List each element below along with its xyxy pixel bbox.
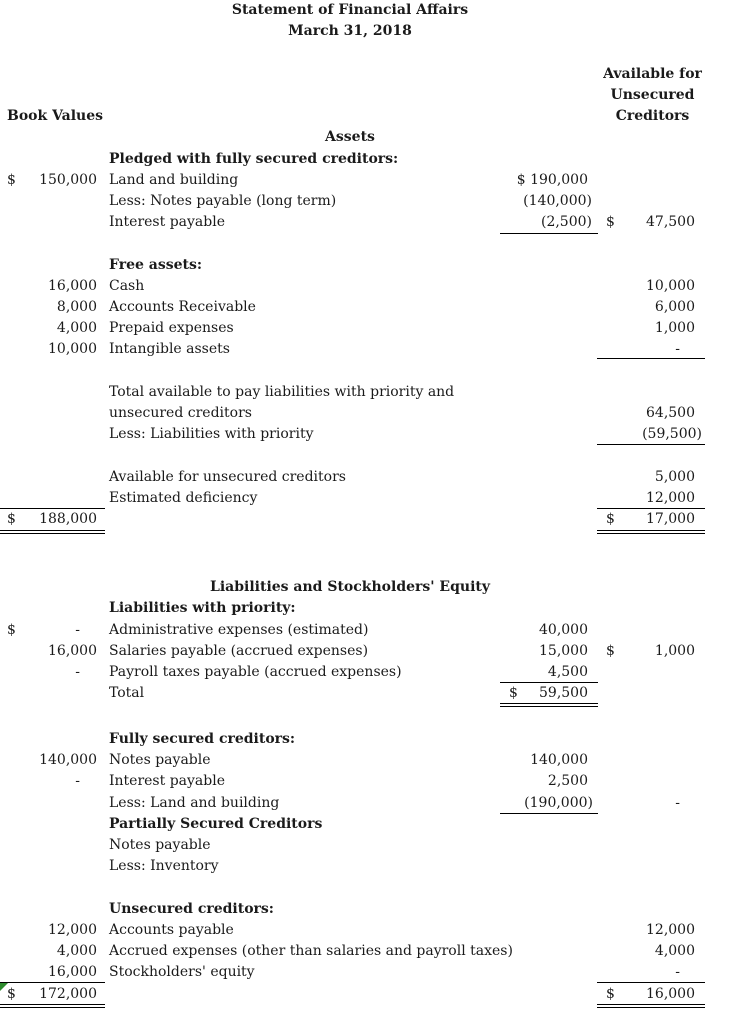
mid-value: 59,500	[539, 685, 588, 701]
bv-value: -	[75, 664, 80, 680]
total-avail-sign: $	[606, 986, 615, 1002]
bv-sign: $	[7, 622, 16, 638]
row-label: Less: Land and building	[109, 795, 280, 811]
statement-date: March 31, 2018	[288, 23, 412, 39]
mid-value: 40,000	[539, 622, 588, 638]
row-label: Stockholders' equity	[109, 964, 255, 980]
double-underline	[0, 530, 105, 531]
row-label: Intangible assets	[109, 341, 230, 357]
assets-heading: Assets	[325, 129, 375, 145]
double-underline	[500, 703, 598, 704]
col-available-line3: Creditors	[615, 108, 690, 124]
bv-value: 8,000	[56, 299, 97, 315]
bv-value: 4,000	[56, 943, 97, 959]
avail-value: 6,000	[654, 299, 695, 315]
row-label: Cash	[109, 278, 145, 294]
estimated-deficiency-value: 12,000	[646, 490, 695, 506]
avail-value: 10,000	[646, 278, 695, 294]
avail-value: 4,000	[654, 943, 695, 959]
total-book-value: 172,000	[39, 986, 97, 1002]
bv-value: -	[75, 773, 80, 789]
row-label: Notes payable	[109, 837, 211, 853]
row-label: Notes payable	[109, 752, 211, 768]
row-label: Payroll taxes payable (accrued expenses)	[109, 664, 402, 680]
avail-value: 47,500	[646, 214, 695, 230]
mid-value: 2,500	[547, 773, 588, 789]
col-available-line1: Available for	[603, 66, 702, 82]
avail-sign: $	[606, 214, 615, 230]
unsecured-heading: Unsecured creditors:	[109, 901, 274, 917]
priority-heading: Liabilities with priority:	[109, 600, 296, 616]
bv-value: 16,000	[48, 278, 97, 294]
avail-value: 1,000	[654, 320, 695, 336]
avail-value: -	[675, 795, 680, 811]
row-label: Interest payable	[109, 214, 225, 230]
mid-value: 4,500	[547, 664, 588, 680]
underline	[0, 508, 105, 509]
mid-value: 15,000	[539, 643, 588, 659]
total-available-line1: Total available to pay liabilities with priority and	[109, 384, 455, 400]
bv-value: 4,000	[56, 320, 97, 336]
bv-value: 12,000	[48, 922, 97, 938]
row-label: Accounts payable	[109, 922, 234, 938]
double-underline	[597, 1004, 705, 1005]
col-available-line2: Unsecured	[610, 87, 695, 103]
available-unsecured-value: 5,000	[654, 469, 695, 485]
double-underline	[0, 1004, 105, 1005]
total-available-unsecured: 16,000	[646, 986, 695, 1002]
bv-value: 16,000	[48, 964, 97, 980]
underline	[0, 982, 105, 983]
bv-sign: $	[7, 172, 16, 188]
mid-value: (190,000)	[524, 795, 593, 811]
total-available-value: 64,500	[646, 405, 695, 421]
row-label: Interest payable	[109, 773, 225, 789]
underline	[500, 813, 598, 814]
less-priority-label: Less: Liabilities with priority	[109, 426, 314, 442]
row-label: Salaries payable (accrued expenses)	[109, 643, 369, 659]
total-available-line2: unsecured creditors	[109, 405, 252, 421]
avail-value: -	[675, 341, 680, 357]
double-underline	[0, 533, 105, 534]
pledged-heading: Pledged with fully secured creditors:	[109, 151, 399, 167]
underline	[597, 444, 705, 445]
row-label: Land and building	[109, 172, 239, 188]
mid-sign: $	[509, 685, 518, 701]
underline	[500, 233, 598, 234]
bv-value: 10,000	[48, 341, 97, 357]
double-underline	[597, 533, 705, 534]
avail-value: 12,000	[646, 922, 695, 938]
total-available-unsecured: 17,000	[646, 511, 695, 527]
underline	[500, 682, 598, 683]
double-underline	[597, 1007, 705, 1008]
bv-value: 150,000	[39, 172, 97, 188]
liabilities-heading: Liabilities and Stockholders' Equity	[210, 579, 490, 595]
col-book-values: Book Values	[7, 108, 104, 124]
mid-value: 140,000	[530, 752, 588, 768]
total-bv-sign: $	[7, 986, 16, 1002]
statement-title: Statement of Financial Affairs	[231, 2, 469, 18]
fully-secured-heading: Fully secured creditors:	[109, 731, 296, 747]
row-label: Accrued expenses (other than salaries and payroll taxes)	[109, 943, 513, 959]
total-avail-sign: $	[606, 511, 615, 527]
less-priority-value: (59,500)	[642, 426, 702, 442]
double-underline	[597, 530, 705, 531]
total-bv-sign: $	[7, 511, 16, 527]
avail-sign: $	[606, 643, 615, 659]
mid-value: $ 190,000	[516, 172, 588, 188]
free-assets-heading: Free assets:	[109, 257, 203, 273]
row-label: Less: Notes payable (long term)	[109, 193, 337, 209]
row-label: Less: Inventory	[109, 858, 219, 874]
row-label: Administrative expenses (estimated)	[109, 622, 369, 638]
row-label: Prepaid expenses	[109, 320, 234, 336]
bv-value: 140,000	[39, 752, 97, 768]
mid-value: (140,000)	[523, 193, 592, 209]
mid-value: (2,500)	[540, 214, 592, 230]
partially-secured-heading: Partially Secured Creditors	[109, 816, 323, 832]
avail-value: 1,000	[654, 643, 695, 659]
avail-value: -	[675, 964, 680, 980]
bv-value: 16,000	[48, 643, 97, 659]
underline	[597, 508, 705, 509]
available-unsecured-label: Available for unsecured creditors	[109, 469, 346, 485]
double-underline	[500, 706, 598, 707]
bv-value: -	[75, 622, 80, 638]
underline	[597, 358, 705, 359]
row-label: Accounts Receivable	[109, 299, 256, 315]
estimated-deficiency-label: Estimated deficiency	[109, 490, 258, 506]
underline	[597, 982, 705, 983]
row-label: Total	[109, 685, 145, 701]
double-underline	[0, 1007, 105, 1008]
total-book-value: 188,000	[39, 511, 97, 527]
